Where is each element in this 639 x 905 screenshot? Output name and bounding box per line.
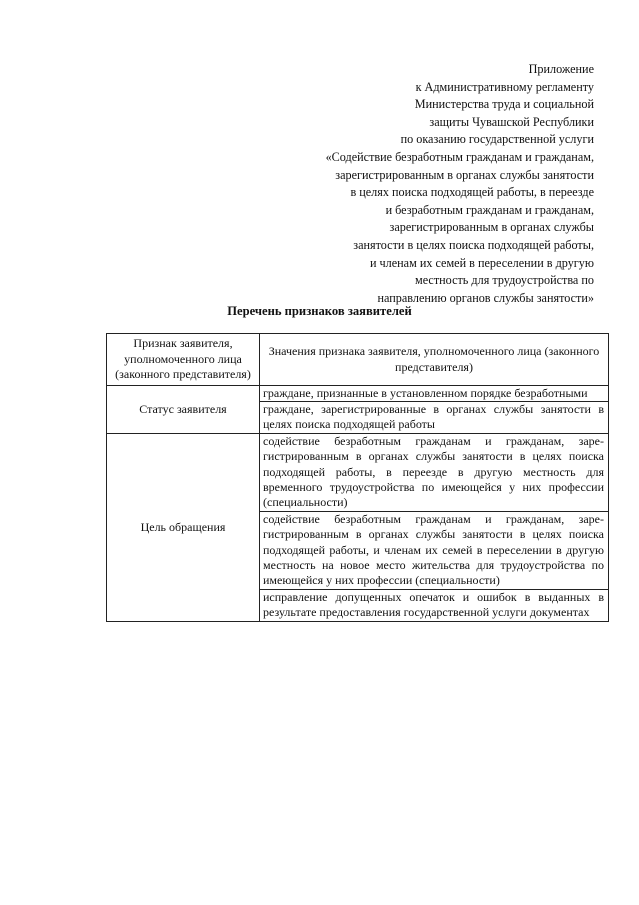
appendix-line: и безработным гражданам и гражданам, — [385, 202, 594, 217]
appendix-line: «Содействие безработным гражданам и гражданам, — [325, 149, 594, 164]
feature-value: содействие безработным гражданам и гражданам, зарегистрированным в органах службы занятости в целях поиска подходящей работы, в переезде в другую местность для временного трудоустройства по имеющейся у них профессии (специальности) — [260, 433, 609, 511]
feature-value: граждане, признанные в установленном порядке безработными — [260, 385, 609, 401]
appendix-line: защиты Чувашской Республики — [429, 114, 594, 129]
table-header-row — [107, 334, 609, 386]
feature-value: исправление допущенных опечаток и ошибок в выданных в результате предоставления государственной услуги документах — [260, 589, 609, 621]
appendix-line: зарегистрированным в органах службы занятости — [335, 167, 594, 182]
appendix-line: зарегистрированным в органах службы — [389, 220, 594, 235]
appendix-line: Министерства труда и социальной — [414, 97, 594, 112]
appendix-line: и членам их семей в переселении в другую — [369, 255, 594, 270]
appendix-line: направлению органов службы занятости» — [377, 290, 594, 305]
appendix-line: Приложение — [528, 62, 594, 76]
appendix-line: по оказанию государственной услуги — [400, 132, 594, 147]
appendix-block — [254, 61, 594, 307]
header-values: Значения признака заявителя, уполномоченного лица (законного представителя) — [260, 334, 609, 386]
applicant-features-table — [106, 333, 609, 622]
feature-value: содействие безработным гражданам и гражданам, зарегистрированным в органах службы занятости в целях поиска подходящей работы, и членам их семей в переселении в другую местность на новое место жительства для трудоустройства по имеющейся у них профессии (специальности) — [260, 511, 609, 589]
appendix-line: к Административному регламенту — [415, 79, 594, 94]
feature-request-purpose: Цель обращения — [107, 433, 260, 621]
appendix-line: занятости в целях поиска подходящей работы, — [353, 237, 594, 252]
feature-applicant-status: Статус заявителя — [107, 385, 260, 433]
table-row — [107, 385, 609, 401]
appendix-line: местность для трудоустройства по — [414, 273, 594, 288]
feature-value: граждане, зарегистрированные в органах службы занятости в целях поиска подходящей работы — [260, 401, 609, 433]
document-title: Перечень признаков заявителей — [227, 304, 412, 318]
appendix-line: в целях поиска подходящей работы, в переезде — [350, 185, 594, 200]
table-row — [107, 433, 609, 511]
header-feature: Признак заявителя, уполномоченного лица (законного представителя) — [107, 334, 260, 386]
